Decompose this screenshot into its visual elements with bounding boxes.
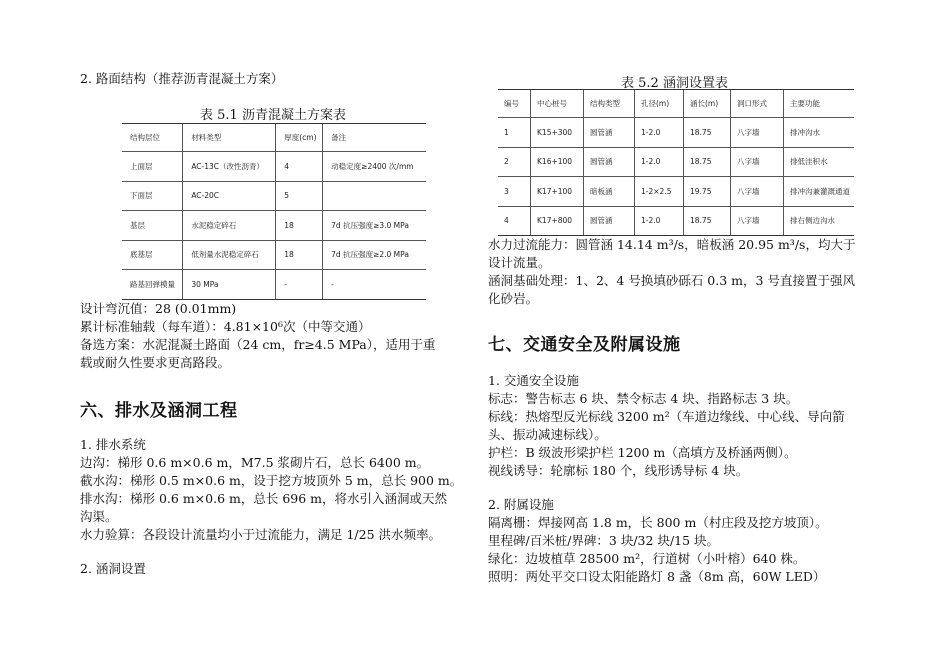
table-cell: - [276,270,323,300]
table-cell: 2 [498,147,531,177]
table-cell: 19.75 [684,177,731,207]
intercept-ditch-text: 截水沟：梯形 0.5 m×0.6 m，设于挖方坡顶外 5 m，总长 900 m。 [80,473,463,488]
drain-ditch-text: 排水沟：梯形 0.6 m×0.6 m，总长 696 m，将水引入涵洞或天然 [80,491,448,506]
table2-caption: 表 5.2 涵洞设置表 [621,76,728,91]
table-cell: 水泥稳定碎石 [183,211,276,241]
table-cell: 底基层 [122,240,183,270]
auxiliary-subheading: 2. 附属设施 [488,497,554,512]
culvert-table [498,89,854,236]
table-cell: 八字墙 [731,206,784,236]
table-cell: 八字墙 [731,118,784,148]
signs-text: 标志：警告标志 6 块、禁令标志 4 块、指路标志 3 块。 [488,391,799,406]
table-row [498,118,854,148]
table-cell: 1-2×2.5 [635,177,684,207]
culvert-subheading: 2. 涵洞设置 [80,561,146,576]
culvert-base-text: 涵洞基础处理：1、2、4 号换填砂砾石 0.3 m，3 号直接置于强风 [488,273,855,288]
table-header-cell: 材料类型 [183,124,276,152]
table-cell: 排右侧边沟水 [784,206,855,236]
table-cell: 下面层 [122,181,183,211]
table-cell: AC-20C [183,181,276,211]
fence-text: 隔离栅：焊接网高 1.8 m，长 800 m（村庄段及挖方坡顶）。 [488,515,828,530]
table-header-cell: 中心桩号 [531,90,584,118]
section-heading-pavement: 2. 路面结构（推荐沥青混凝土方案） [80,71,284,86]
table-cell: 排冲沟水 [784,118,855,148]
drainage-subheading: 1. 排水系统 [80,437,146,452]
table-header-cell: 厚度(cm) [276,124,323,152]
table-cell: - [323,270,426,300]
table-row [122,240,426,270]
table-header-cell: 涵长(m) [684,90,731,118]
table-cell: 7d 抗压强度≥3.0 MPa [323,211,426,241]
milestones-text: 里程碑/百米桩/界碑：3 块/32 块/15 块。 [488,533,720,548]
alternative-scheme-text-cont: 载或耐久性要求更高路段。 [80,355,231,370]
table-cell: 八字墙 [731,147,784,177]
table-cell: K17+100 [531,177,584,207]
hydraulic-check-text: 水力验算：各段设计流量均小于过流能力，满足 1/25 洪水频率。 [80,527,442,542]
table1-caption: 表 5.1 沥青混凝土方案表 [200,108,346,123]
table-header-cell: 备注 [323,124,426,152]
table-cell: 排冲沟兼灌溉通道 [784,177,855,207]
table-row [122,270,426,300]
table-header-cell: 主要功能 [784,90,855,118]
table-header-row [122,124,426,152]
table-cell: 18.75 [684,147,731,177]
markings-text-cont: 头、振动减速标线）。 [488,427,607,442]
table-header-cell: 编号 [498,90,531,118]
table-row [122,181,426,211]
safety-subheading: 1. 交通安全设施 [488,373,579,388]
table-cell: K15+300 [531,118,584,148]
flow-capacity-text-cont: 设计流量。 [488,255,551,270]
table-cell: AC-13C（改性沥青） [183,152,276,182]
table-cell: 18.75 [684,206,731,236]
table-cell: 八字墙 [731,177,784,207]
visual-guidance-text: 视线诱导：轮廓标 180 个，线形诱导标 4 块。 [488,463,749,478]
table-cell: 1-2.0 [635,147,684,177]
table-cell: 圆管涵 [584,147,635,177]
table-cell: 1-2.0 [635,118,684,148]
table-cell: 排低洼积水 [784,147,855,177]
table-cell: K16+100 [531,147,584,177]
chapter-heading-drainage: 六、排水及涵洞工程 [80,401,238,421]
lighting-text: 照明：两处平交口设太阳能路灯 8 盏（8m 高，60W LED） [488,569,826,584]
table-cell [323,181,426,211]
table-cell: 路基回弹模量 [122,270,183,300]
table-cell: 1-2.0 [635,206,684,236]
table-cell: 低剂量水泥稳定碎石 [183,240,276,270]
flow-capacity-text: 水力过流能力：圆管涵 14.14 m³/s，暗板涵 20.95 m³/s，均大于 [488,237,856,252]
table-cell: 圆管涵 [584,118,635,148]
table-cell: 3 [498,177,531,207]
table-cell: 基层 [122,211,183,241]
table-cell: 18 [276,211,323,241]
culvert-base-text-cont: 化砂岩。 [488,291,539,306]
axle-load-text: 累计标准轴载（每车道）：4.81×10⁶次（中等交通） [80,319,371,334]
table-header-row [498,90,854,118]
table-row [122,152,426,182]
chapter-heading-traffic-safety: 七、交通安全及附属设施 [488,335,681,355]
markings-text: 标线：热熔型反光标线 3200 m²（车道边缘线、中心线、导向箭 [488,409,845,424]
drain-ditch-text-cont: 沟渠。 [80,509,118,524]
table-cell: 7d 抗压强度≥2.0 MPa [323,240,426,270]
table-cell: 圆管涵 [584,206,635,236]
table-row [122,211,426,241]
table-row [498,206,854,236]
table-cell: 1 [498,118,531,148]
table-header-cell: 孔径(m) [635,90,684,118]
table-cell: 18 [276,240,323,270]
table-cell: 动稳定度≥2400 次/mm [323,152,426,182]
greening-text: 绿化：边坡植草 28500 m²，行道树（小叶榕）640 株。 [488,551,806,566]
table-cell: K17+800 [531,206,584,236]
table-cell: 4 [498,206,531,236]
table-cell: 30 MPa [183,270,276,300]
table-header-cell: 结构层位 [122,124,183,152]
table-row [498,147,854,177]
guardrail-text: 护栏：B 级波形梁护栏 1200 m（高填方及桥涵两侧）。 [488,445,797,460]
side-ditch-text: 边沟：梯形 0.6 m×0.6 m，M7.5 浆砌片石，总长 6400 m。 [80,455,430,470]
design-deflection-text: 设计弯沉值：28 (0.01mm) [80,301,237,316]
table-cell: 上面层 [122,152,183,182]
table-row [498,177,854,207]
pavement-scheme-table [122,123,426,300]
table-cell: 5 [276,181,323,211]
table-cell: 暗板涵 [584,177,635,207]
table-cell: 18.75 [684,118,731,148]
table-cell: 4 [276,152,323,182]
table-header-cell: 洞口形式 [731,90,784,118]
alternative-scheme-text: 备选方案：水泥混凝土路面（24 cm，fr≥4.5 MPa），适用于重 [80,337,436,352]
table-header-cell: 结构类型 [584,90,635,118]
